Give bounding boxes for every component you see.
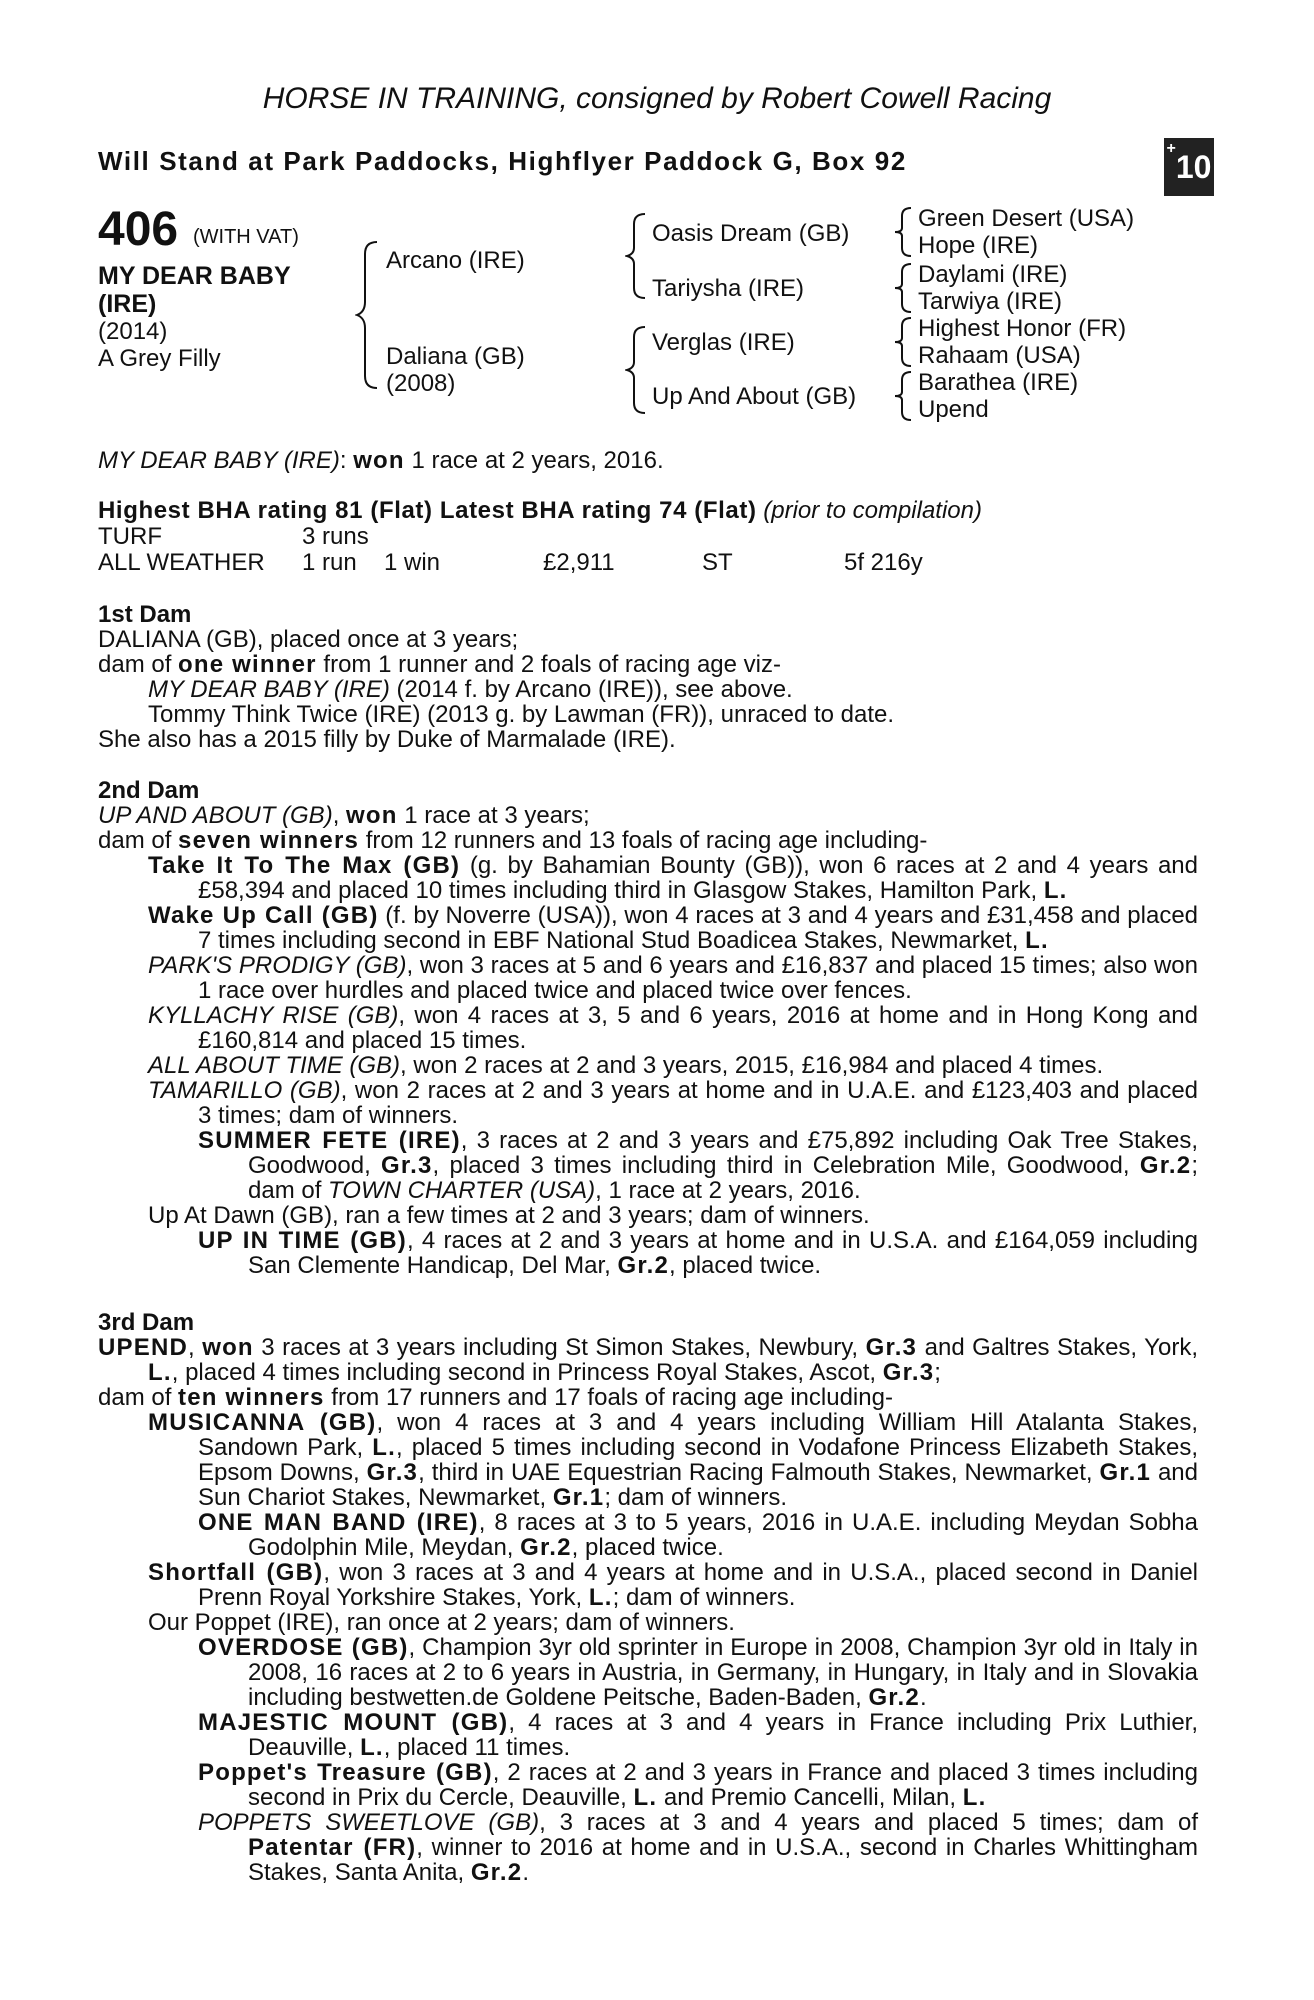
aw-prize: £2,911 [543, 549, 615, 576]
entry-text: and Galtres Stakes, York, [917, 1334, 1198, 1361]
pedigree-brace-sire [625, 212, 651, 300]
second-dam-produce-intro [98, 828, 1198, 853]
aw-distance: 5f 216y [844, 549, 923, 576]
third-dam-section [98, 1310, 1198, 1885]
produce-intro-text: dam of [98, 651, 179, 678]
grade: L. [588, 1584, 613, 1611]
produce-entry [98, 1710, 1198, 1760]
entry-name: Patentar (FR) [248, 1834, 417, 1861]
produce-entry [98, 953, 1198, 1003]
pedigree-brace-dam [625, 325, 651, 415]
entry-text: , 1 race at 2 years, 2016. [595, 1177, 861, 1204]
aw-runs: 1 run [302, 549, 357, 576]
entry-name: TOWN CHARTER (USA) [328, 1177, 596, 1204]
produce-winner-count: ten winners [178, 1384, 325, 1411]
sep: , [188, 1334, 203, 1361]
entry-text: , 4 races at 2 and 3 years at home and in U.S.A. and £164,059 including San Clemente Handicap, Del Mar, [248, 1227, 1198, 1279]
produce-entry-name: MY DEAR BABY (IRE) [148, 676, 390, 703]
sire: Arcano (IRE) [386, 247, 525, 274]
entry-name: TAMARILLO (GB) [148, 1077, 341, 1104]
grade: L. [1025, 927, 1049, 954]
produce-entry [98, 1053, 1198, 1078]
entry-text: . [522, 1859, 529, 1886]
entry-text: , winner to 2016 at home and in U.S.A., second in Charles Whittingham Stakes, Santa Anita, [248, 1834, 1199, 1886]
entry-text: , 3 races at 3 and 4 years and placed 5 times; dam of [539, 1809, 1199, 1836]
entry-text: ; dam of winners. [612, 1584, 796, 1611]
dam-year: (2008) [386, 370, 456, 397]
grade: Gr.3 [882, 1359, 935, 1386]
entry-name: OVERDOSE (GB) [198, 1634, 409, 1661]
summary-horse-name: MY DEAR BABY (IRE) [98, 447, 340, 474]
won-label: won [346, 802, 398, 829]
aw-surface: ST [702, 549, 733, 576]
produce-entry [98, 677, 1198, 702]
dam: Daliana (GB) [386, 343, 525, 370]
entry-name: PARK'S PRODIGY (GB) [148, 952, 407, 979]
grade: Gr.1 [552, 1484, 605, 1511]
entry-name: MUSICANNA (GB) [148, 1409, 377, 1436]
turf-runs: 3 runs [302, 523, 369, 550]
produce-entry [98, 903, 1198, 953]
brace-gg4 [893, 370, 915, 422]
grade: Gr.3 [366, 1459, 419, 1486]
entry-text: 3 races at 3 years including St Simon Stakes, Newbury, [253, 1334, 866, 1361]
horse-name: MY DEAR BABY (IRE) [98, 262, 291, 318]
entry-text: , placed 4 times including second in Princess Royal Stakes, Ascot, [171, 1359, 883, 1386]
entry-name: Take It To The Max (GB) [148, 852, 461, 879]
grade: L. [633, 1784, 658, 1811]
grade: Gr.1 [1099, 1459, 1152, 1486]
entry-text: and Premio Cancelli, Milan, [657, 1784, 963, 1811]
produce-entry [98, 1510, 1198, 1560]
produce-entry [98, 1003, 1198, 1053]
produce-intro-rest: from 17 runners and 17 foals of racing age including- [324, 1384, 893, 1411]
foaling-year: (2014) [98, 318, 168, 345]
entry-name: KYLLACHY RISE (GB) [148, 1002, 399, 1029]
produce-entry [98, 853, 1198, 903]
third-dam-produce-intro [98, 1385, 1198, 1410]
third-dam-line [98, 1335, 1198, 1385]
entry-text: (f. by Noverre (USA)), won 4 races at 3 and 4 years and £31,458 and placed 7 times including second in EBF National Stud Boadicea Stakes, Newmarket, [198, 902, 1199, 954]
entry-name: Shortfall (GB) [148, 1559, 324, 1586]
brace-gg1 [893, 206, 915, 258]
turf-label: TURF [98, 523, 162, 550]
entry-text: , won 4 races at 3 and 4 years including William Hill Atalanta Stakes, Sandown Park, [198, 1409, 1198, 1461]
produce-entry [98, 1228, 1198, 1278]
second-dam-section [98, 778, 1198, 1278]
second-dam-line [98, 803, 1198, 828]
gg-dam-sire-dam: Rahaam (USA) [918, 342, 1081, 369]
entry-text: , Champion 3yr old sprinter in Europe in 2008, Champion 3yr old in Italy in 2008, 16 races at 2 to 6 years in Austria, in Germany, in Hungary, in Italy and in Slovakia including bestwetten.de Goldene Peitsche, Baden-Baden, [248, 1634, 1198, 1711]
summary-won: won [353, 447, 405, 474]
entry-text: ; [934, 1359, 941, 1386]
first-dam-section [98, 602, 1198, 752]
entry-text: , won 3 races at 3 and 4 years at home and in U.S.A., placed second in Daniel Prenn Royal Yorkshire Stakes, York, [198, 1559, 1199, 1611]
gg-sire-dam-sire: Daylami (IRE) [918, 261, 1068, 288]
first-dam-note: She also has a 2015 filly by Duke of Marmalade (IRE). [98, 726, 676, 753]
entry-text: (g. by Bahamian Bounty (GB)), won 6 races at 2 and 4 years and £58,394 and placed 10 times including third in Glasgow Stakes, Hamilton Park, [198, 852, 1198, 904]
produce-intro-rest: from 1 runner and 2 foals of racing age viz- [316, 651, 781, 678]
catalogue-header: HORSE IN TRAINING, consigned by Robert Cowell Racing [262, 82, 1052, 115]
entry-text: , placed 11 times. [383, 1734, 571, 1761]
entry-text: and Sun Chariot Stakes, Newmarket, [198, 1459, 1198, 1511]
badge-number: 10 [1175, 149, 1212, 185]
gg-dam-dam-dam: Upend [918, 396, 989, 423]
entry-text: , 3 races at 2 and 3 years and £75,892 including Oak Tree Stakes, Goodwood, [248, 1127, 1199, 1179]
second-dam-name: UP AND ABOUT (GB) [98, 802, 333, 829]
produce-winner-count: seven winners [178, 827, 360, 854]
badge-plus: + [1166, 140, 1176, 157]
first-dam-produce-intro [98, 652, 1198, 677]
sep: , [332, 802, 347, 829]
entry-name: UP IN TIME (GB) [198, 1227, 407, 1254]
produce-winner-count: one winner [178, 651, 317, 678]
entry-name: Poppet's Treasure (GB) [198, 1759, 493, 1786]
produce-entry [98, 1560, 1198, 1610]
grade: Gr.2 [470, 1859, 523, 1886]
produce-intro-text: dam of [98, 827, 179, 854]
pedigree-brace-parents [355, 240, 385, 390]
entry-name: MAJESTIC MOUNT (GB) [198, 1709, 509, 1736]
sire-sire: Oasis Dream (GB) [652, 220, 850, 247]
aw-wins: 1 win [384, 549, 441, 576]
entry-name: ONE MAN BAND (IRE) [198, 1509, 479, 1536]
entry-text: , won 3 races at 5 and 6 years and £16,837 and placed 15 times; also won 1 race over hurdles and placed twice and placed twice over fences. [198, 952, 1198, 1004]
dam-sire: Verglas (IRE) [652, 329, 795, 356]
third-dam-heading: 3rd Dam [98, 1309, 195, 1336]
gg-dam-dam-sire: Barathea (IRE) [918, 369, 1079, 396]
entry-text: , 8 races at 3 to 5 years, 2016 in U.A.E. including Meydan Sobha Godolphin Mile, Meydan, [248, 1509, 1198, 1561]
second-dam-heading: 2nd Dam [98, 777, 200, 804]
produce-entry [98, 1128, 1198, 1203]
entry-text: , third in UAE Equestrian Racing Falmouth Stakes, Newmarket, [418, 1459, 1100, 1486]
entry-text: . [919, 1684, 927, 1711]
aw-label: ALL WEATHER [98, 549, 265, 576]
entry-name: Wake Up Call (GB) [148, 902, 379, 929]
lot-number: 406 [98, 203, 179, 256]
grade: L. [360, 1734, 384, 1761]
grade: L. [148, 1359, 172, 1386]
produce-entry [98, 1635, 1198, 1710]
gg-sire-sire-dam: Hope (IRE) [918, 232, 1039, 259]
first-dam-heading: 1st Dam [98, 601, 192, 628]
entry-text: , placed twice. [571, 1534, 724, 1561]
gg-dam-sire-sire: Highest Honor (FR) [918, 315, 1127, 342]
entry-text: , 4 races at 3 and 4 years in France including Prix Luthier, Deauville, [248, 1709, 1199, 1761]
grade: Gr.2 [868, 1684, 920, 1711]
brace-gg2 [893, 262, 915, 314]
summary-text: 1 race at 2 years, 2016. [411, 447, 664, 474]
grade: Gr.2 [617, 1252, 670, 1279]
produce-entry [98, 1078, 1198, 1128]
entry-text: ; dam of [248, 1152, 1198, 1204]
brace-gg3 [893, 316, 915, 368]
grade: L. [372, 1434, 397, 1461]
entry-name: ALL ABOUT TIME (GB) [148, 1052, 401, 1079]
grade: Gr.2 [1139, 1152, 1192, 1179]
produce-entry [98, 1760, 1198, 1810]
entry-text: , placed twice. [669, 1252, 822, 1279]
grade: Gr.3 [865, 1334, 918, 1361]
entry-name: POPPETS SWEETLOVE (GB) [198, 1809, 540, 1836]
produce-entry: Our Poppet (IRE), ran once at 2 years; dam of winners. [148, 1609, 735, 1636]
entry-text: , won 4 races at 3, 5 and 6 years, 2016 at home and in Hong Kong and £160,814 and placed 15 times. [198, 1002, 1199, 1054]
sire-dam: Tariysha (IRE) [652, 275, 805, 302]
produce-intro-rest: from 12 runners and 13 foals of racing age including- [359, 827, 928, 854]
produce-entry-text: (2014 f. by Arcano (IRE)), see above. [389, 676, 793, 703]
lot-badge [1164, 138, 1214, 196]
bha-rating [98, 497, 982, 525]
rating-note: (prior to compilation) [763, 497, 982, 524]
produce-entry: Tommy Think Twice (IRE) (2013 g. by Lawman (FR)), unraced to date. [148, 701, 895, 728]
produce-entry [98, 1810, 1198, 1885]
produce-entry [98, 1410, 1198, 1510]
entry-text: ; dam of winners. [604, 1484, 788, 1511]
rating-values: Highest BHA rating 81 (Flat) Latest BHA rating 74 (Flat) [98, 497, 757, 524]
gg-sire-sire-sire: Green Desert (USA) [918, 205, 1135, 232]
entry-text: , placed 3 times including third in Celebration Mile, Goodwood, [432, 1152, 1140, 1179]
third-dam-name: UPEND [98, 1334, 189, 1361]
entry-text: , 2 races at 2 and 3 years in France and placed 3 times including second in Prix du Cercle, Deauville, [248, 1759, 1198, 1811]
horse-description: A Grey Filly [98, 345, 221, 372]
grade: L. [962, 1784, 987, 1811]
entry-text: , placed 5 times including second in Vodafone Princess Elizabeth Stakes, Epsom Downs, [198, 1434, 1199, 1486]
won-label: won [202, 1334, 254, 1361]
entry-name: SUMMER FETE (IRE) [198, 1127, 461, 1154]
produce-intro-text: dam of [98, 1384, 179, 1411]
first-dam-line: DALIANA (GB), placed once at 3 years; [98, 626, 519, 653]
race-summary: MY DEAR BABY (IRE): won 1 race at 2 years, 2016. [98, 447, 664, 474]
stand-location: Will Stand at Park Paddocks, Highflyer Paddock G, Box 92 [98, 146, 907, 176]
grade: Gr.3 [381, 1152, 433, 1179]
second-dam-record: 1 race at 3 years; [397, 802, 590, 829]
dam-dam: Up And About (GB) [652, 383, 857, 410]
produce-entry: Up At Dawn (GB), ran a few times at 2 and 3 years; dam of winners. [148, 1202, 870, 1229]
grade: L. [1043, 877, 1068, 904]
gg-sire-dam-dam: Tarwiya (IRE) [918, 288, 1063, 315]
entry-text: , won 2 races at 2 and 3 years at home and in U.A.E. and £123,403 and placed 3 times; dam of winners. [198, 1077, 1199, 1129]
grade: Gr.2 [520, 1534, 572, 1561]
vat-note: (WITH VAT) [193, 226, 299, 248]
entry-text: , won 2 races at 2 and 3 years, 2015, £16,984 and placed 4 times. [400, 1052, 1104, 1079]
